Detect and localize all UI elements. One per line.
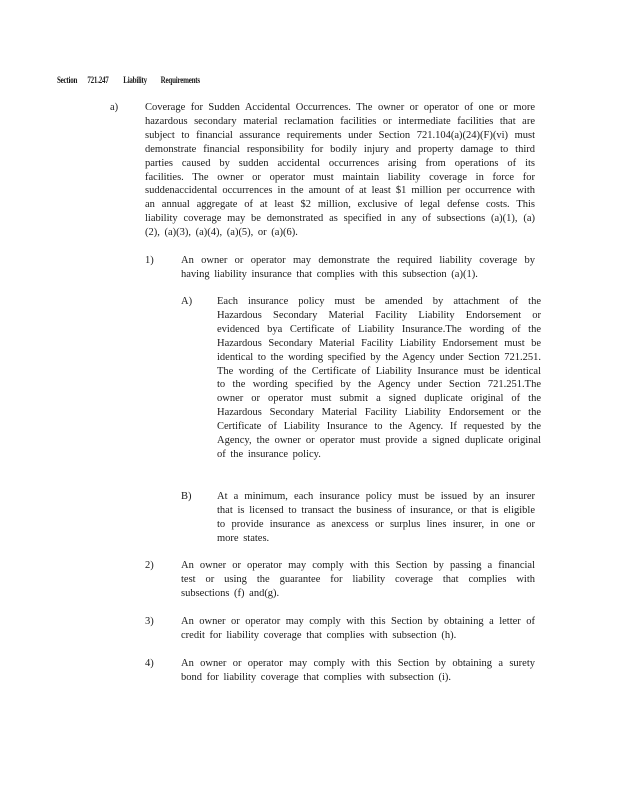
subsection-a-marker: a) xyxy=(110,102,119,113)
item-4-marker: 4) xyxy=(145,658,154,669)
item-3-text: An owner or operator may comply with this Section by obtaining a letter of credit for liability coverage that complies with subsection (h). xyxy=(181,616,535,641)
item-1-A-marker: A) xyxy=(181,296,193,307)
item-1-A-text: Each insurance policy must be amended by attachment of the Hazardous Secondary Material Facility Liability Endorsement or evidenced bya Certificate of Liability Insurance.The wording of the Hazardous Secondary Material Facility Liability Endorsement must be identical to the wording specified by the Agency under Section 721.251. The wording of the Certificate of Liability Insurance must be identical to the wording specified by the Agency under Section 721.251.The owner or operator must submit a signed duplicate original of the Hazardous Secondary Material Facility Liability Endorsement or the Certificate of Liability Insurance to the Agency. If requested by the Agency, the owner or operator must provide a signed duplicate original of the insurance policy. xyxy=(217,296,541,460)
section-title-word-1: Liability xyxy=(123,75,147,85)
item-2-text: An owner or operator may comply with this Section by passing a financial test or using the guarantee for liability coverage that complies with subsections (f) and(g). xyxy=(181,560,535,599)
section-title-word-2: Requirements xyxy=(160,75,200,85)
item-3-marker: 3) xyxy=(145,616,154,627)
item-1-B-text: At a minimum, each insurance policy must be issued by an insurer that is licensed to transact the business of insurance, or that is eligible to provide insurance as anexcess or surplus lines insurer, in one or more states. xyxy=(217,491,535,544)
item-1-text: An owner or operator may demonstrate the required liability coverage by having liability insurance that complies with this subsection (a)(1). xyxy=(181,255,535,280)
section-label: Section xyxy=(56,75,78,85)
item-4-text: An owner or operator may comply with this Section by obtaining a surety bond for liability coverage that complies with subsection (i). xyxy=(181,658,535,683)
section-number: 721.247 xyxy=(87,75,109,85)
item-2-marker: 2) xyxy=(145,560,154,571)
item-1-B-marker: B) xyxy=(181,491,192,502)
subsection-a-text: Coverage for Sudden Accidental Occurrences. The owner or operator of one or more hazardous secondary material reclamation facilities or intermediate facilities that are subject to financial assurance requirements under Section 721.104(a)(24)(F)(vi) must demonstrate financial responsibility for bodily injury and property damage to third parties caused by sudden accidental occurrences arising from operations of its facilities. The owner or operator must maintain liability coverage in force for suddenaccidental occurrences in the amount of at least $1 million per occurrence with an annual aggregate of at least $2 million, exclusive of legal defense costs. This liability coverage may be demonstrated as specified in any of subsections (a)(1), (a)(2), (a)(3), (a)(4), (a)(5), or (a)(6). xyxy=(145,102,535,239)
item-1-marker: 1) xyxy=(145,255,154,266)
